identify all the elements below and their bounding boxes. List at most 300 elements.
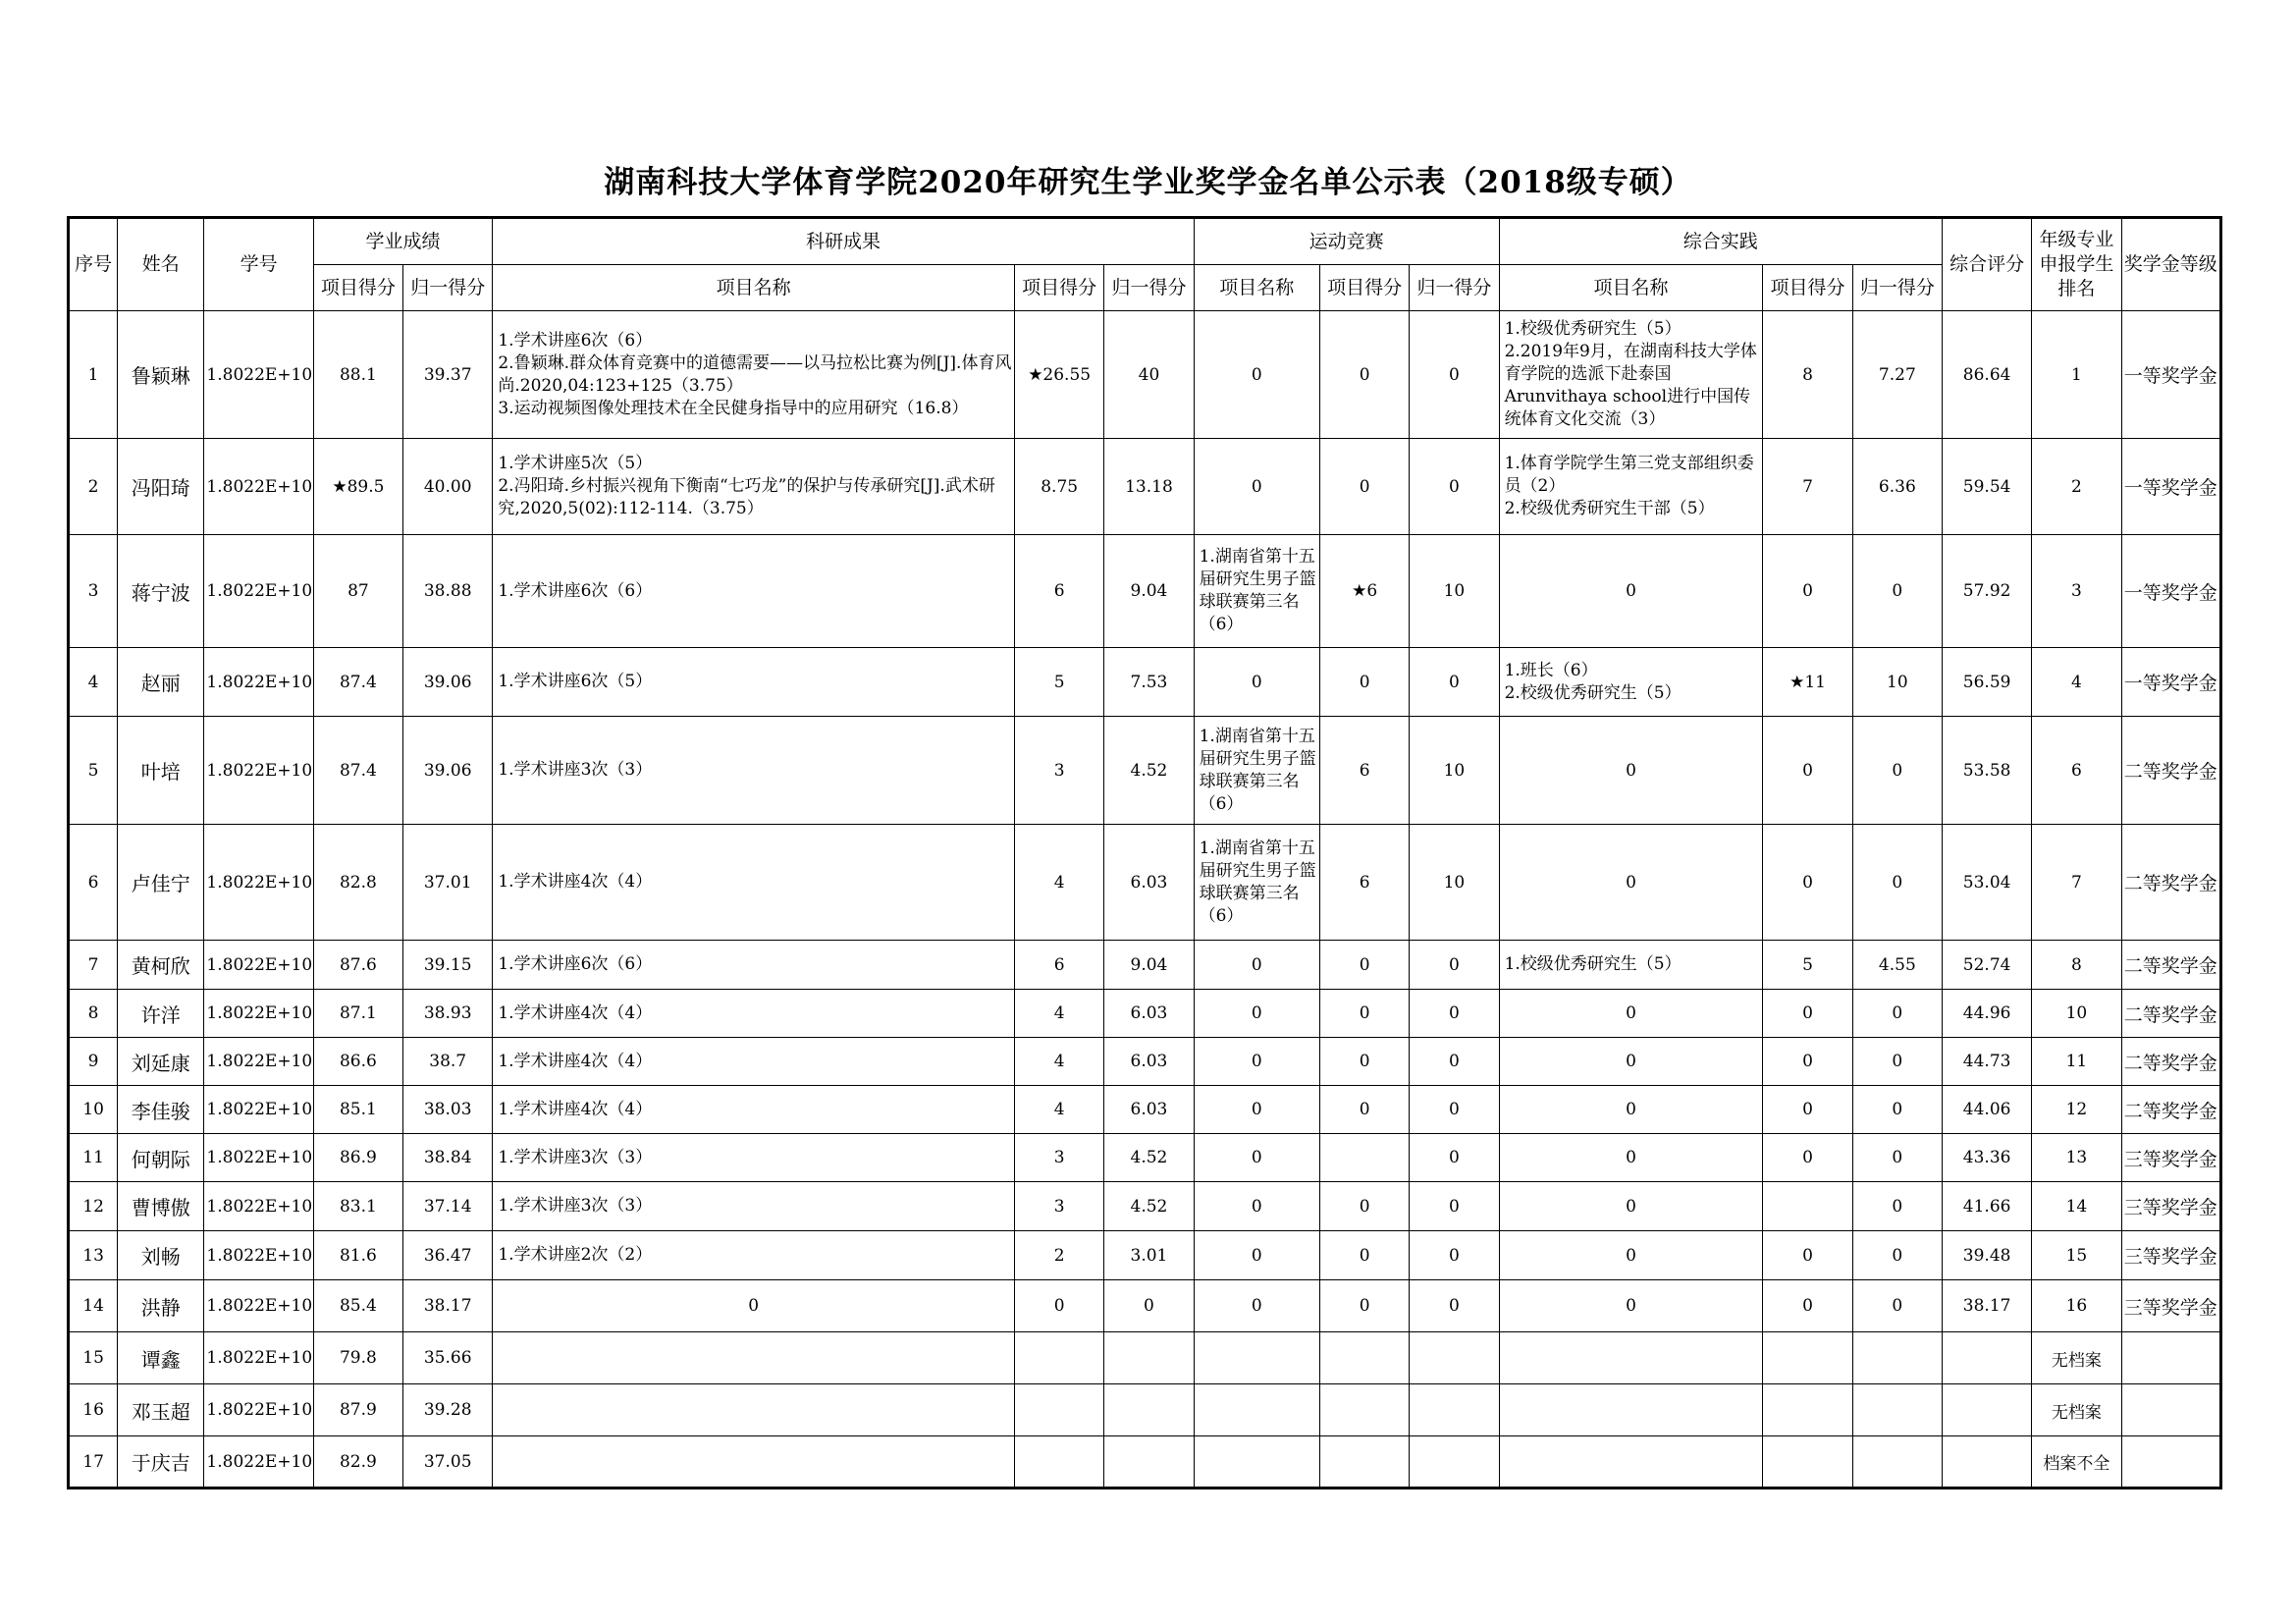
table-row [69,535,2221,648]
seq-cell: 4 [69,648,118,717]
practice-item-name-cell-line: 1.校级优秀研究生（5） [1504,319,1682,339]
research-norm-score-cell: 9.04 [1104,941,1194,990]
research-item-name-cell [493,535,1015,648]
total-score-cell: 52.74 [1942,941,2031,990]
student-id-cell: 1.8022E+10 [204,990,313,1038]
table-row [69,1086,2221,1134]
table-row [69,1436,2221,1489]
practice-item-score-cell: 0 [1763,1231,1852,1280]
scholarship-table [67,216,2222,1489]
total-score-cell: 44.96 [1942,990,2031,1038]
academic-norm-score-cell: 35.66 [403,1332,493,1384]
research-item-score-cell: 3 [1015,1182,1104,1231]
practice-item-name-cell-line: 0 [1626,1245,1636,1266]
academic-item-score-cell: 82.9 [313,1436,402,1489]
total-score-cell: 53.58 [1942,717,2031,825]
research-norm-score-cell: 6.03 [1104,990,1194,1038]
research-item-name-cell-line: 1.学术讲座3次（3） [498,760,653,780]
research-item-name-cell [493,717,1015,825]
rank-cell: 12 [2032,1086,2121,1134]
research-item-score-cell: 3 [1015,717,1104,825]
academic-item-score-cell: 83.1 [313,1182,402,1231]
name-cell: 刘延康 [118,1038,204,1086]
practice-norm-score-cell: 0 [1852,1086,1942,1134]
sports-item-name-cell-line: 0 [1251,1003,1262,1023]
sports-item-score-cell [1319,1384,1409,1436]
practice-item-name-cell [1499,1280,1763,1332]
academic-norm-score-cell: 38.93 [403,990,493,1038]
sports-item-score-cell: 0 [1319,941,1409,990]
academic-item-score-cell: ★89.5 [313,439,402,535]
table-row [69,648,2221,717]
sports-norm-score-cell: 10 [1410,535,1499,648]
header-seq: 序号 [69,218,118,311]
sports-norm-score-cell [1410,1384,1499,1436]
scholarship-grade-cell: 二等奖学金 [2121,1086,2220,1134]
practice-norm-score-cell [1852,1436,1942,1489]
scholarship-grade-cell: 二等奖学金 [2121,825,2220,941]
header-practice-item-score: 项目得分 [1763,265,1852,311]
practice-item-score-cell: 0 [1763,717,1852,825]
practice-item-name-cell-line: 0 [1626,1296,1636,1316]
rank-cell: 2 [2032,439,2121,535]
sports-item-name-cell [1194,941,1319,990]
sports-item-name-cell-line: 0 [1251,1245,1262,1266]
rank-cell: 无档案 [2032,1332,2121,1384]
sports-item-name-cell [1194,1280,1319,1332]
total-score-cell: 57.92 [1942,535,2031,648]
table-row [69,1038,2221,1086]
practice-item-score-cell: 0 [1763,1038,1852,1086]
academic-norm-score-cell: 38.03 [403,1086,493,1134]
practice-item-name-cell-line: 1.班长（6） [1504,660,1598,680]
table-row [69,439,2221,535]
practice-norm-score-cell: 0 [1852,1231,1942,1280]
sports-norm-score-cell: 10 [1410,825,1499,941]
student-id-cell: 1.8022E+10 [204,941,313,990]
header-research-norm-score: 归一得分 [1104,265,1194,311]
academic-item-score-cell: 79.8 [313,1332,402,1384]
sports-item-name-cell [1194,439,1319,535]
research-norm-score-cell: 13.18 [1104,439,1194,535]
research-item-name-cell-line: 1.学术讲座2次（2） [498,1245,653,1265]
sports-item-score-cell: 0 [1319,1086,1409,1134]
sports-item-name-cell-line: 0 [1251,672,1262,692]
sports-item-score-cell [1319,1332,1409,1384]
research-item-score-cell: ★26.55 [1015,311,1104,439]
sports-item-name-cell-line: 1.湖南省第十五届研究生男子篮球联赛第三名（6） [1199,838,1316,926]
practice-item-name-cell [1499,648,1763,717]
name-cell: 何朝际 [118,1134,204,1182]
rank-cell: 11 [2032,1038,2121,1086]
name-cell: 许洋 [118,990,204,1038]
total-score-cell [1942,1384,2031,1436]
student-id-cell: 1.8022E+10 [204,535,313,648]
research-item-score-cell: 4 [1015,1086,1104,1134]
research-norm-score-cell: 4.52 [1104,1134,1194,1182]
seq-cell: 2 [69,439,118,535]
practice-norm-score-cell: 0 [1852,1182,1942,1231]
sports-item-name-cell-line: 1.湖南省第十五届研究生男子篮球联赛第三名（6） [1199,726,1316,814]
research-item-name-cell [493,1182,1015,1231]
rank-cell: 13 [2032,1134,2121,1182]
sports-norm-score-cell: 10 [1410,717,1499,825]
sports-item-name-cell [1194,717,1319,825]
sports-norm-score-cell: 0 [1410,990,1499,1038]
practice-item-name-cell-line: 2.2019年9月，在湖南科技大学体育学院的选派下赴泰国Arunvithaya school进行中国传统体育文化交流（3） [1504,342,1757,429]
sports-item-name-cell [1194,648,1319,717]
rank-cell: 4 [2032,648,2121,717]
scholarship-grade-cell: 三等奖学金 [2121,1231,2220,1280]
research-item-name-cell [493,990,1015,1038]
research-item-name-cell-line: 1.学术讲座6次（6） [498,330,653,351]
student-id-cell: 1.8022E+10 [204,311,313,439]
scholarship-grade-cell [2121,1436,2220,1489]
sports-item-name-cell [1194,1436,1319,1489]
header-id: 学号 [204,218,313,311]
rank-cell: 无档案 [2032,1384,2121,1436]
student-id-cell: 1.8022E+10 [204,439,313,535]
research-item-name-cell-line: 1.学术讲座4次（4） [498,1002,653,1023]
header-sports: 运动竞赛 [1194,218,1499,265]
research-item-name-cell-line: 2.冯阳琦.乡村振兴视角下衡南“七巧龙”的保护与传承研究[J].武术研究,2020,5(02):112-114.（3.75） [498,476,995,518]
sports-item-name-cell [1194,1384,1319,1436]
academic-norm-score-cell: 40.00 [403,439,493,535]
practice-item-name-cell-line: 0 [1626,1052,1636,1071]
sports-norm-score-cell: 0 [1410,1038,1499,1086]
scholarship-grade-cell: 二等奖学金 [2121,1038,2220,1086]
scholarship-grade-cell: 二等奖学金 [2121,990,2220,1038]
student-id-cell: 1.8022E+10 [204,1436,313,1489]
academic-norm-score-cell: 38.17 [403,1280,493,1332]
sports-norm-score-cell: 0 [1410,648,1499,717]
sports-item-score-cell: 0 [1319,311,1409,439]
practice-item-name-cell-line: 1.校级优秀研究生（5） [1504,954,1682,974]
scholarship-grade-cell: 一等奖学金 [2121,311,2220,439]
scholarship-grade-cell: 三等奖学金 [2121,1280,2220,1332]
practice-item-name-cell [1499,1384,1763,1436]
sports-item-name-cell-line: 0 [1251,364,1262,385]
rank-cell: 7 [2032,825,2121,941]
scholarship-grade-cell: 二等奖学金 [2121,941,2220,990]
practice-item-name-cell-line: 2.校级优秀研究生（5） [1504,682,1682,703]
practice-item-score-cell: 0 [1763,1134,1852,1182]
seq-cell: 1 [69,311,118,439]
academic-item-score-cell: 86.9 [313,1134,402,1182]
seq-cell: 10 [69,1086,118,1134]
practice-item-name-cell-line: 2.校级优秀研究生干部（5） [1504,499,1715,518]
student-id-cell: 1.8022E+10 [204,1038,313,1086]
table-row [69,1134,2221,1182]
practice-item-score-cell: 7 [1763,439,1852,535]
student-id-cell: 1.8022E+10 [204,1332,313,1384]
total-score-cell: 86.64 [1942,311,2031,439]
practice-item-name-cell [1499,1436,1763,1489]
table-row [69,990,2221,1038]
total-score-cell: 41.66 [1942,1182,2031,1231]
practice-item-name-cell [1499,1231,1763,1280]
student-id-cell: 1.8022E+10 [204,1134,313,1182]
name-cell: 叶培 [118,717,204,825]
seq-cell: 8 [69,990,118,1038]
academic-norm-score-cell: 38.7 [403,1038,493,1086]
practice-item-name-cell [1499,990,1763,1038]
rank-cell: 3 [2032,535,2121,648]
practice-norm-score-cell: 10 [1852,648,1942,717]
sports-norm-score-cell: 0 [1410,311,1499,439]
practice-item-name-cell [1499,1332,1763,1384]
sports-norm-score-cell [1410,1436,1499,1489]
research-item-name-cell-line: 1.学术讲座6次（6） [498,580,653,601]
research-item-name-cell [493,1436,1015,1489]
research-item-name-cell-line: 1.学术讲座6次（5） [498,672,653,691]
sports-item-name-cell-line: 0 [1251,1196,1262,1217]
research-item-name-cell [493,1134,1015,1182]
table-row [69,1332,2221,1384]
research-item-score-cell: 0 [1015,1280,1104,1332]
scholarship-grade-cell [2121,1384,2220,1436]
sports-item-name-cell-line: 0 [1251,1100,1262,1119]
research-item-name-cell [493,439,1015,535]
academic-item-score-cell: 86.6 [313,1038,402,1086]
academic-norm-score-cell: 36.47 [403,1231,493,1280]
research-norm-score-cell: 9.04 [1104,535,1194,648]
practice-item-name-cell-line: 0 [1626,760,1636,781]
academic-norm-score-cell: 39.28 [403,1384,493,1436]
practice-item-score-cell: 0 [1763,1280,1852,1332]
sports-item-name-cell-line: 0 [1251,476,1262,497]
research-item-name-cell-line: 1.学术讲座4次（4） [498,872,653,892]
student-id-cell: 1.8022E+10 [204,1384,313,1436]
scholarship-grade-cell: 一等奖学金 [2121,439,2220,535]
practice-item-name-cell [1499,311,1763,439]
research-norm-score-cell: 0 [1104,1280,1194,1332]
practice-item-name-cell-line: 0 [1626,581,1636,601]
rank-cell: 10 [2032,990,2121,1038]
seq-cell: 3 [69,535,118,648]
research-item-name-cell [493,648,1015,717]
sports-item-score-cell [1319,1134,1409,1182]
sports-item-score-cell: 0 [1319,1280,1409,1332]
name-cell: 李佳骏 [118,1086,204,1134]
academic-item-score-cell: 88.1 [313,311,402,439]
header-research-item-name: 项目名称 [493,265,1015,311]
practice-item-score-cell [1763,1332,1852,1384]
practice-norm-score-cell [1852,1384,1942,1436]
research-item-score-cell: 6 [1015,941,1104,990]
sports-item-name-cell [1194,825,1319,941]
student-id-cell: 1.8022E+10 [204,717,313,825]
practice-item-score-cell [1763,1384,1852,1436]
header-research: 科研成果 [493,218,1194,265]
seq-cell: 16 [69,1384,118,1436]
sports-norm-score-cell [1410,1332,1499,1384]
practice-item-name-cell [1499,825,1763,941]
research-item-score-cell: 4 [1015,825,1104,941]
seq-cell: 11 [69,1134,118,1182]
rank-cell: 6 [2032,717,2121,825]
practice-norm-score-cell: 4.55 [1852,941,1942,990]
research-norm-score-cell [1104,1436,1194,1489]
academic-norm-score-cell: 39.15 [403,941,493,990]
sports-item-name-cell-line: 0 [1251,1296,1262,1316]
practice-norm-score-cell: 6.36 [1852,439,1942,535]
table-row [69,1231,2221,1280]
seq-cell: 14 [69,1280,118,1332]
practice-item-name-cell [1499,1038,1763,1086]
research-item-name-cell-line: 1.学术讲座6次（6） [498,954,653,974]
sports-item-score-cell [1319,1436,1409,1489]
practice-item-name-cell [1499,439,1763,535]
practice-item-score-cell: 8 [1763,311,1852,439]
research-item-score-cell: 4 [1015,1038,1104,1086]
header-practice-norm-score: 归一得分 [1852,265,1942,311]
research-item-name-cell [493,1038,1015,1086]
academic-item-score-cell: 87 [313,535,402,648]
research-item-score-cell: 2 [1015,1231,1104,1280]
practice-item-name-cell-line: 1.体育学院学生第三党支部组织委员（2） [1504,454,1754,496]
rank-cell: 1 [2032,311,2121,439]
table-row [69,1182,2221,1231]
sports-item-score-cell: 0 [1319,648,1409,717]
sports-item-name-cell [1194,1231,1319,1280]
scholarship-grade-cell: 二等奖学金 [2121,717,2220,825]
sports-item-name-cell-line: 0 [1251,1148,1262,1167]
research-item-score-cell [1015,1384,1104,1436]
name-cell: 洪静 [118,1280,204,1332]
name-cell: 曹博傲 [118,1182,204,1231]
practice-item-score-cell [1763,1436,1852,1489]
practice-item-score-cell: 0 [1763,990,1852,1038]
name-cell: 卢佳宁 [118,825,204,941]
header-grade: 奖学金等级 [2121,218,2220,311]
practice-item-name-cell [1499,1086,1763,1134]
practice-item-score-cell: 0 [1763,825,1852,941]
table-row [69,311,2221,439]
header-academic-norm-score: 归一得分 [403,265,493,311]
table-row [69,1280,2221,1332]
practice-item-name-cell-line: 0 [1626,1003,1636,1023]
research-item-score-cell: 5 [1015,648,1104,717]
total-score-cell: 44.06 [1942,1086,2031,1134]
practice-item-score-cell: ★11 [1763,648,1852,717]
student-id-cell: 1.8022E+10 [204,825,313,941]
practice-norm-score-cell: 0 [1852,535,1942,648]
research-item-name-cell-line: 1.学术讲座3次（3） [498,1147,653,1167]
research-norm-score-cell: 6.03 [1104,825,1194,941]
academic-item-score-cell: 81.6 [313,1231,402,1280]
academic-norm-score-cell: 39.06 [403,717,493,825]
total-score-cell [1942,1436,2031,1489]
total-score-cell: 59.54 [1942,439,2031,535]
table-row [69,825,2221,941]
research-item-score-cell [1015,1436,1104,1489]
student-id-cell: 1.8022E+10 [204,648,313,717]
header-rank: 年级专业申报学生排名 [2032,218,2121,311]
sports-item-name-cell [1194,1332,1319,1384]
research-item-name-cell [493,941,1015,990]
sports-item-score-cell: 0 [1319,1231,1409,1280]
research-item-name-cell-line: 1.学术讲座3次（3） [498,1196,653,1216]
sports-item-name-cell-line: 1.湖南省第十五届研究生男子篮球联赛第三名（6） [1199,547,1316,634]
sports-item-name-cell [1194,1134,1319,1182]
name-cell: 黄柯欣 [118,941,204,990]
research-item-name-cell [493,1231,1015,1280]
sports-item-score-cell: 0 [1319,1038,1409,1086]
research-item-name-cell [493,825,1015,941]
practice-item-name-cell-line: 0 [1626,872,1636,893]
rank-cell: 16 [2032,1280,2121,1332]
practice-item-name-cell [1499,535,1763,648]
sports-item-name-cell [1194,990,1319,1038]
name-cell: 鲁颖琳 [118,311,204,439]
sports-norm-score-cell: 0 [1410,941,1499,990]
academic-norm-score-cell: 38.84 [403,1134,493,1182]
seq-cell: 6 [69,825,118,941]
practice-item-score-cell: 0 [1763,535,1852,648]
seq-cell: 17 [69,1436,118,1489]
sports-item-name-cell [1194,1182,1319,1231]
research-item-name-cell-line: 1.学术讲座4次（4） [498,1099,653,1119]
student-id-cell: 1.8022E+10 [204,1086,313,1134]
scholarship-grade-cell: 一等奖学金 [2121,535,2220,648]
sports-norm-score-cell: 0 [1410,439,1499,535]
practice-norm-score-cell: 0 [1852,1134,1942,1182]
header-practice: 综合实践 [1499,218,1942,265]
seq-cell: 12 [69,1182,118,1231]
research-norm-score-cell [1104,1384,1194,1436]
sports-item-score-cell: 0 [1319,1182,1409,1231]
research-norm-score-cell: 3.01 [1104,1231,1194,1280]
practice-item-name-cell-line: 0 [1626,1148,1636,1167]
academic-norm-score-cell: 38.88 [403,535,493,648]
research-item-score-cell: 3 [1015,1134,1104,1182]
seq-cell: 9 [69,1038,118,1086]
name-cell: 于庆吉 [118,1436,204,1489]
total-score-cell: 53.04 [1942,825,2031,941]
research-item-name-cell-line: 0 [748,1296,760,1316]
research-norm-score-cell: 40 [1104,311,1194,439]
student-id-cell: 1.8022E+10 [204,1280,313,1332]
student-id-cell: 1.8022E+10 [204,1182,313,1231]
practice-item-name-cell-line: 0 [1626,1196,1636,1217]
student-id-cell: 1.8022E+10 [204,1231,313,1280]
academic-norm-score-cell: 37.14 [403,1182,493,1231]
research-norm-score-cell: 6.03 [1104,1038,1194,1086]
name-cell: 刘畅 [118,1231,204,1280]
sports-item-score-cell: 6 [1319,717,1409,825]
practice-norm-score-cell: 0 [1852,717,1942,825]
header-name: 姓名 [118,218,204,311]
academic-item-score-cell: 85.1 [313,1086,402,1134]
practice-item-name-cell-line: 0 [1626,1100,1636,1119]
research-item-score-cell: 8.75 [1015,439,1104,535]
scholarship-grade-cell: 三等奖学金 [2121,1134,2220,1182]
practice-norm-score-cell: 0 [1852,990,1942,1038]
sports-norm-score-cell: 0 [1410,1231,1499,1280]
research-item-name-cell [493,1332,1015,1384]
practice-item-name-cell [1499,717,1763,825]
rank-cell: 15 [2032,1231,2121,1280]
research-item-score-cell [1015,1332,1104,1384]
practice-item-name-cell [1499,1182,1763,1231]
name-cell: 赵丽 [118,648,204,717]
research-item-name-cell [493,1086,1015,1134]
academic-norm-score-cell: 37.05 [403,1436,493,1489]
scholarship-grade-cell: 三等奖学金 [2121,1182,2220,1231]
total-score-cell: 56.59 [1942,648,2031,717]
academic-item-score-cell: 82.8 [313,825,402,941]
